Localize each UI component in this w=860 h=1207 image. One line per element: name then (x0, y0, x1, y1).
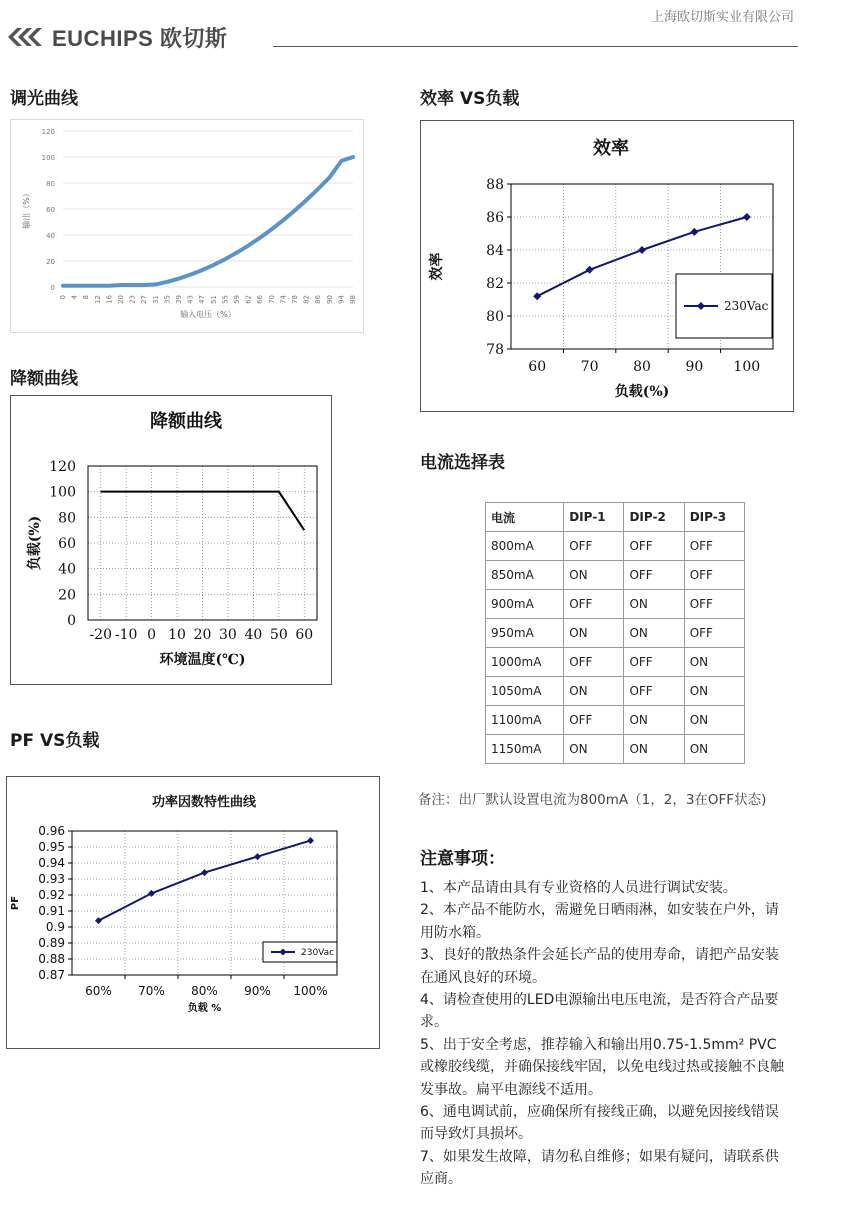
table-cell: OFF (684, 619, 744, 648)
y-axis-label: 效率 (429, 252, 445, 281)
x-tick-label: 90 (325, 295, 334, 304)
x-tick-label: 43 (186, 295, 195, 304)
x-tick-label: 60 (295, 627, 314, 643)
legend-label: 230Vac (301, 948, 335, 959)
data-series-line (99, 841, 311, 921)
table-cell: ON (624, 590, 684, 619)
x-tick-label: 80% (191, 984, 218, 998)
y-tick-label: 40 (58, 561, 76, 578)
y-tick-label: 20 (46, 258, 55, 266)
table-header-cell: DIP-3 (684, 503, 744, 532)
x-axis-label: 负载 % (187, 1003, 222, 1014)
y-tick-label: 100 (49, 484, 76, 501)
notice-item: 3、良好的散热条件会延长产品的使用寿命，请把产品安装在通风良好的环境。 (420, 947, 779, 986)
dimming-chart (10, 119, 364, 333)
y-tick-label: 0.89 (38, 936, 65, 951)
y-tick-label: 100 (41, 154, 55, 162)
remark-text: 备注：出厂默认设置电流为800mA（1，2，3在OFF状态) (418, 792, 767, 808)
x-tick-label: 98 (349, 295, 357, 304)
table-cell: ON (624, 619, 684, 648)
x-tick-label: 94 (337, 295, 346, 304)
x-axis-label: 环境温度(℃) (159, 652, 246, 668)
y-tick-label: 60 (46, 206, 55, 214)
table-cell: OFF (564, 532, 624, 561)
notice-item: 7、如果发生故障，请勿私自维修；如果有疑问，请联系供应商。 (420, 1148, 779, 1188)
x-tick-label: 80 (633, 359, 651, 375)
table-cell: 800mA (486, 532, 564, 561)
pf-chart (6, 776, 380, 1049)
y-tick-label: 82 (486, 275, 504, 292)
x-tick-label: -10 (114, 627, 138, 643)
y-tick-label: 40 (46, 232, 55, 240)
legend-label: 230Vac (724, 299, 769, 314)
table-cell: OFF (624, 532, 684, 561)
data-point (586, 266, 594, 274)
y-tick-label: 120 (49, 459, 76, 475)
y-tick-label: 0.9 (45, 920, 65, 935)
notice-title: 注意事项： (420, 849, 505, 869)
x-tick-label: 31 (151, 295, 160, 304)
x-tick-label: 86 (314, 295, 323, 304)
table-cell: 1050mA (486, 677, 564, 706)
notice-item: 4、请检查使用的LED电源输出电压电流，是否符合产品要求。 (420, 992, 779, 1031)
y-tick-label: 0.92 (38, 888, 65, 903)
y-axis-label: 负载(%) (27, 515, 43, 571)
x-tick-label: 90% (244, 984, 271, 998)
x-tick-label: 70% (138, 984, 165, 998)
x-tick-label: 62 (244, 295, 253, 304)
y-tick-label: 0 (67, 613, 76, 629)
x-tick-label: 20 (117, 295, 125, 304)
derating-chart-svg (11, 396, 331, 684)
x-tick-label: 40 (244, 627, 263, 643)
notice-item: 1、本产品请由具有专业资格的人员进行调试安装。 (420, 880, 737, 896)
x-tick-label: 20 (193, 627, 212, 643)
chart-title: 降额曲线 (150, 411, 222, 432)
table-cell: ON (564, 619, 624, 648)
x-tick-label: 16 (105, 295, 114, 304)
data-point (307, 837, 314, 844)
x-tick-label: 55 (221, 295, 230, 304)
data-point (638, 246, 646, 254)
table-cell: OFF (564, 706, 624, 735)
table-cell: OFF (684, 532, 744, 561)
dimming-chart-svg (11, 120, 363, 332)
y-tick-label: 78 (486, 341, 504, 358)
x-tick-label: 39 (175, 295, 183, 304)
table-cell: ON (564, 561, 624, 590)
y-tick-label: 0.96 (38, 824, 65, 839)
section-title-efficiency: 效率 VS负载 (420, 89, 520, 109)
header-divider (273, 46, 798, 47)
x-tick-label: 90 (685, 359, 704, 375)
table-row (486, 706, 745, 735)
x-tick-label: -20 (89, 627, 112, 643)
table-header-cell: DIP-2 (624, 503, 684, 532)
table-cell: ON (684, 648, 744, 677)
efficiency-chart (420, 120, 794, 412)
data-point (743, 213, 751, 221)
y-tick-label: 80 (58, 510, 76, 527)
current-selection-table (485, 502, 745, 764)
table-cell: ON (684, 706, 744, 735)
data-point (95, 917, 102, 924)
x-tick-label: 59 (233, 295, 241, 304)
table-cell: OFF (564, 590, 624, 619)
table-cell: OFF (564, 648, 624, 677)
x-tick-label: 70 (580, 359, 599, 375)
data-point (254, 853, 261, 860)
table-row (486, 590, 745, 619)
table-row (486, 561, 745, 590)
section-title-dimming: 调光曲线 (10, 89, 78, 109)
efficiency-chart-svg (421, 121, 793, 411)
notice-list (420, 877, 788, 1191)
x-tick-label: 12 (93, 295, 102, 304)
section-title-current-table: 电流选择表 (420, 453, 505, 473)
data-point (201, 869, 208, 876)
y-tick-label: 0.93 (38, 872, 65, 887)
data-series-line (101, 492, 305, 531)
table-header-row (486, 503, 745, 532)
y-tick-label: 0.87 (38, 968, 65, 983)
x-tick-label: 8 (82, 295, 91, 300)
x-tick-label: 82 (302, 295, 311, 304)
x-tick-label: 0 (59, 295, 67, 300)
table-row (486, 648, 745, 677)
x-tick-label: 27 (140, 295, 149, 304)
table-cell: OFF (624, 677, 684, 706)
logo-text: EUCHIPS 欧切斯 (52, 25, 228, 51)
section-title-pf: PF VS负载 (10, 731, 100, 751)
table-cell: OFF (684, 590, 744, 619)
table-cell: ON (564, 677, 624, 706)
x-tick-label: 51 (209, 295, 218, 304)
data-point (533, 292, 541, 300)
table-row (486, 735, 745, 764)
table-header-cell: DIP-1 (564, 503, 624, 532)
y-tick-label: 60 (58, 536, 76, 552)
x-tick-label: 60% (85, 984, 112, 998)
x-tick-label: 74 (279, 295, 288, 304)
data-point (148, 890, 155, 897)
x-tick-label: 0 (147, 627, 157, 643)
table-cell: ON (684, 735, 744, 764)
notice-item: 5、出于安全考虑，推荐输入和输出用0.75-1.5mm² PVC或橡胶线缆，并确保接线牢固，以免电线过热或接触不良触发事故。扁平电源线不适用。 (420, 1036, 784, 1098)
y-tick-label: 120 (41, 128, 55, 136)
table-cell: ON (564, 735, 624, 764)
x-tick-label: 10 (168, 627, 186, 643)
table-row (486, 532, 745, 561)
x-tick-label: 35 (163, 295, 172, 304)
y-tick-label: 86 (486, 209, 504, 226)
y-tick-label: 84 (486, 242, 504, 259)
table-cell: 850mA (486, 561, 564, 590)
table-cell: OFF (624, 648, 684, 677)
x-tick-label: 30 (219, 627, 237, 643)
x-tick-label: 100 (733, 359, 761, 375)
x-axis-label: 负载(%) (614, 384, 670, 400)
table-header-cell: 电流 (486, 503, 564, 532)
y-tick-label: 88 (486, 176, 504, 193)
table-cell: 950mA (486, 619, 564, 648)
y-tick-label: 80 (46, 180, 55, 188)
data-series-line (63, 157, 353, 286)
y-tick-label: 0.88 (38, 952, 65, 967)
x-axis-label: 输入电压（%） (180, 310, 236, 319)
table-cell: ON (624, 706, 684, 735)
x-tick-label: 60 (528, 359, 547, 375)
y-tick-label: 0.91 (38, 904, 65, 919)
x-tick-label: 23 (128, 295, 137, 304)
table-cell: OFF (624, 561, 684, 590)
y-tick-label: 0.94 (38, 856, 65, 871)
x-tick-label: 78 (291, 295, 299, 304)
chart-title: 效率 (593, 138, 629, 159)
x-tick-label: 50 (269, 627, 288, 643)
x-tick-label: 66 (256, 295, 265, 304)
table-cell: 1100mA (486, 706, 564, 735)
derating-chart (10, 395, 332, 685)
x-tick-label: 70 (267, 295, 276, 304)
y-axis-label: PF (10, 895, 21, 911)
notice-item: 6、通电调试前，应确保所有接线正确，以避免因接线错误而导致灯具损坏。 (420, 1104, 779, 1143)
table-cell: 1000mA (486, 648, 564, 677)
table-cell: 900mA (486, 590, 564, 619)
chart-title: 功率因数特性曲线 (151, 795, 257, 810)
data-point (690, 228, 698, 236)
y-tick-label: 0.95 (38, 840, 65, 855)
y-tick-label: 0 (50, 284, 55, 292)
table-cell: ON (684, 677, 744, 706)
x-tick-label: 4 (70, 295, 79, 300)
y-tick-label: 80 (486, 308, 504, 325)
notice-item: 2、本产品不能防水，需避免日晒雨淋，如安装在户外，请用防水箱。 (420, 902, 779, 941)
logo (8, 22, 227, 52)
y-tick-label: 20 (58, 587, 76, 604)
x-tick-label: 100% (293, 984, 328, 998)
table-cell: 1150mA (486, 735, 564, 764)
pf-chart-svg (7, 777, 379, 1048)
y-axis-label: 输出（%） (22, 189, 31, 229)
logo-chevron-icon (8, 26, 46, 48)
table-cell: ON (624, 735, 684, 764)
table-cell: OFF (684, 561, 744, 590)
company-name: 上海欧切斯实业有限公司 (650, 10, 794, 25)
x-tick-label: 47 (198, 295, 207, 304)
table-row (486, 619, 745, 648)
table-row (486, 677, 745, 706)
section-title-derating: 降额曲线 (10, 369, 78, 389)
